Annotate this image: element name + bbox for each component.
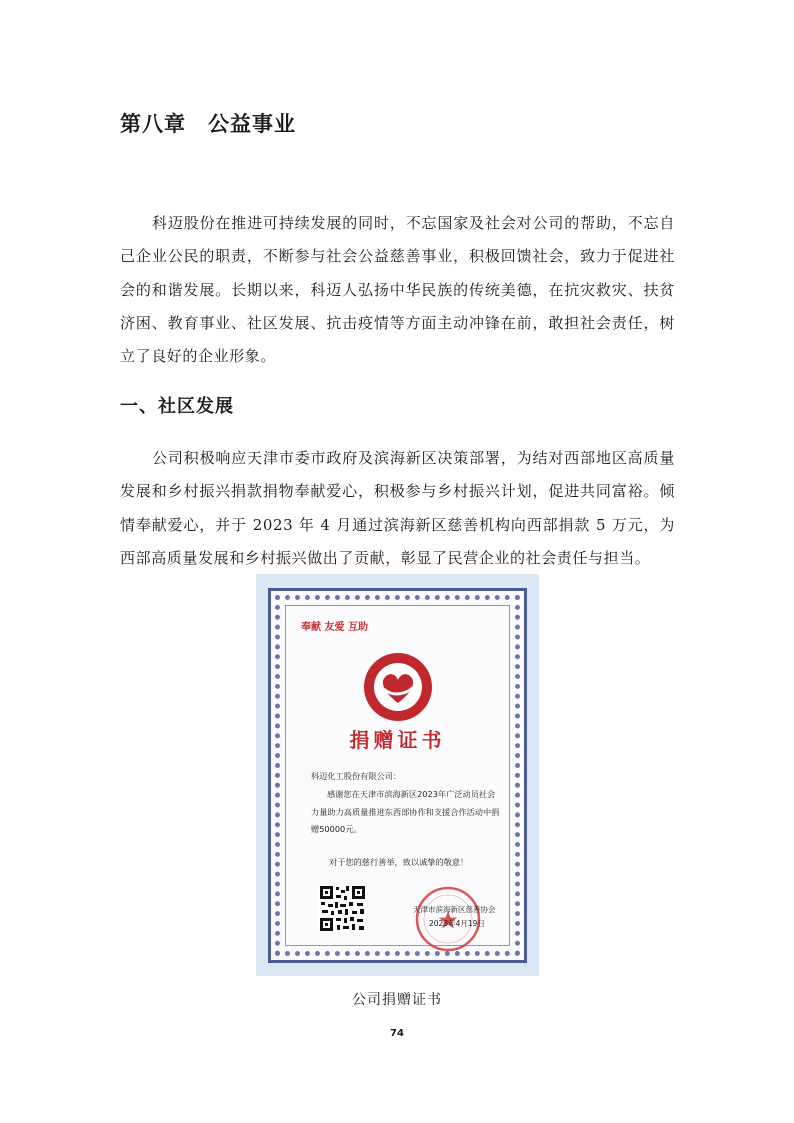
certificate-motto: 奉献 友爱 互助 xyxy=(301,622,368,633)
certificate-date: 2023年4月19日 xyxy=(429,919,485,928)
certificate-figure xyxy=(256,574,539,976)
page-number: 74 xyxy=(390,1028,404,1039)
section-title: 一、社区发展 xyxy=(120,396,234,417)
certificate-thanks: 对于您的慈行善举，致以诚挚的敬意！ xyxy=(329,857,469,867)
certificate-body: 感谢您在天津市滨海新区2023年广泛动员社会力量助力高质量推进东西部协作和支援合作活动中捐赠50000元。 xyxy=(311,789,500,834)
chapter-title: 第八章 公益事业 xyxy=(120,112,296,136)
certificate-title: 捐赠证书 xyxy=(349,728,446,752)
certificate-issuer: 天津市滨海新区慈善协会 xyxy=(413,905,496,914)
intro-paragraph: 科迈股份在推进可持续发展的同时，不忘国家及社会对公司的帮助，不忘自己企业公民的职责，不断参与社会公益慈善事业，积极回馈社会，致力于促进社会的和谐发展。长期以来，科迈人弘扬中华民族的传统美德，在抗灾救灾、扶贫济困、教育事业、社区发展、抗击疫情等方面主动冲锋在前，敢担社会责任，树立了良好的企业形象。 xyxy=(120,214,675,366)
certificate-recipient: 科迈化工股份有限公司： xyxy=(311,771,402,781)
charity-emblem-icon xyxy=(362,651,434,723)
qr-code-icon xyxy=(319,885,366,932)
figure-caption: 公司捐赠证书 xyxy=(352,992,442,1008)
section-paragraph: 公司积极响应天津市委市政府及滨海新区决策部署，为结对西部地区高质量发展和乡村振兴捐款捐物奉献爱心，积极参与乡村振兴计划，促进共同富裕。倾情奉献爱心，并于 2023 年 4 月通过滨海新区慈善机构向西部捐款 5 万元，为西部高质量发展和乡村振兴做出了贡献，彰显了民营企业的社会责任与担当。 xyxy=(120,449,675,567)
certificate xyxy=(268,588,527,963)
